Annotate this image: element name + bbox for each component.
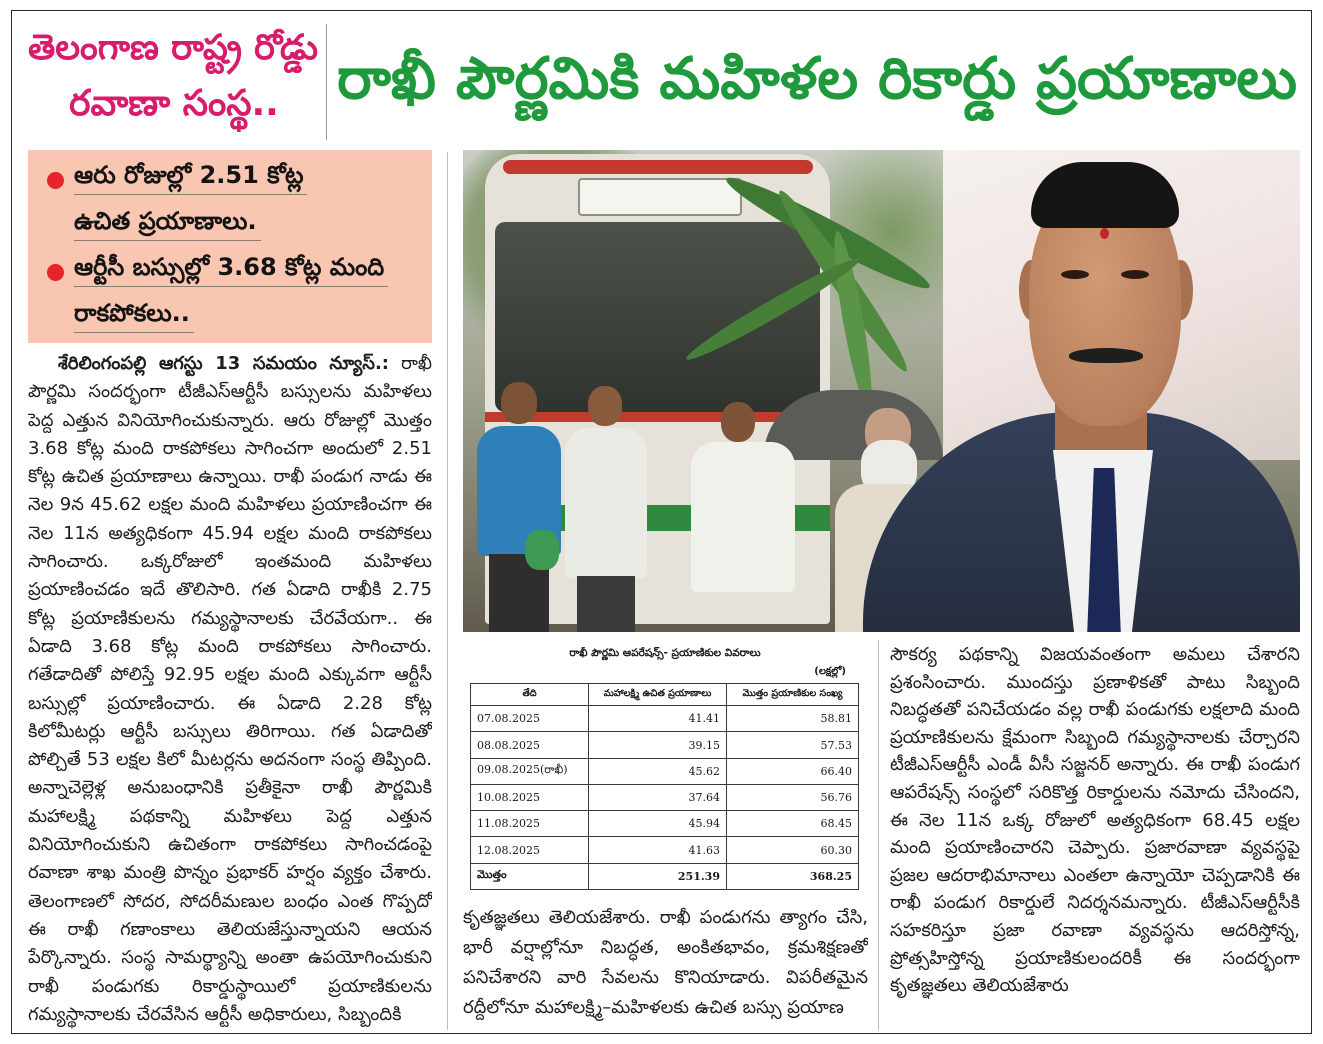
dateline: శేరిలింగంపల్లి ఆగస్టు 13 సమయం న్యూస్.: [58, 353, 389, 374]
cell-total: 68.45 [727, 811, 859, 837]
person-head [501, 382, 537, 424]
highlight-1-text-2: ఉచిత ప్రయాణాలు. [74, 202, 261, 241]
man-eye [1061, 270, 1089, 279]
table-unit: (లక్షల్లో) [814, 666, 846, 677]
cell-total: 56.76 [727, 784, 859, 810]
kicker-line-2: రవాణా సంస్థ.. [69, 83, 279, 124]
article-column-2: కృతజ్ఞతలు తెలియజేశారు. రాఖీ పండుగను త్యాగం చేసి, భారీ వర్షాల్లోనూ నిబద్ధత, అంకితభావం, క్రమశిక్షణతో పనిచేశారని వారి సేవలను కొనియాడారు. విపరీతమైన రద్దీలోనూ మహాలక్ష్మి–మహిళలకు ఉచిత బస్సు ప్రయాణ [463, 907, 868, 1018]
table-row [471, 784, 859, 810]
person-white-shirt [691, 442, 795, 592]
article-text-1: రాఖీ పౌర్ణమి సందర్భంగా టీజీఎస్ఆర్టీసీ బస్సులను మహిళలు పెద్ద ఎత్తున వినియోగించుకున్నారు. ఆరు రోజుల్లో మొత్తం 3.68 కోట్ల మంది రాకపోకలు సాగించగా అందులో 2.51 కోట్ల ఉచిత ప్రయాణాలు ఉన్నాయి. రాఖీ పండుగ నాడు ఈ నెల 9న 45.62 లక్షల మంది మహిళలు ప్రయాణించగా ఈ నెల 11న అత్యధికంగా 45.94 లక్షల మంది రాకపోకలు సాగించారు. ఒక్కరోజులో ఇంతమంది మహిళలు ప్రయాణించడం ఇదే తొలిసారి. గత ఏడాది రాఖీకి 2.75 కోట్ల ప్రయాణికులను గమ్యస్థానాలకు చేరవేయగా.. ఈ ఏడాది 3.68 కోట్ల మంది రాకపోకలు సాగించారు. గతేడాదితో పోలిస్తే 92.95 లక్షల మంది ఎక్కువగా ఆర్టీసీ బస్సుల్లో ప్రయాణించారు. ఈ ఏడాది 2.28 కోట్ల కిలోమీటర్లు ఆర్టీసీ బస్సులు తిరిగాయి. గత ఏడాదితో పోల్చితే 53 లక్షల కిలో మీటర్లను అదనంగా సంస్థ తిప్పింది. అన్నాచెల్లెళ్ల అనుబంధానికి ప్రతీకైనా రాఖీ పౌర్ణమికి మహాలక్ష్మి పథకాన్ని మహిళలు పెద్ద ఎత్తున వినియోగించుకుని ఉచితంగా రాకపోకలు సాగించడంపై రవాణా శాఖ మంత్రి పొన్నం ప్రభాకర్ హర్షం వ్యక్తం చేశారు. తెలంగాణలో సోదర, సోదరీమణుల బంధం ఎంత గొప్పదో ఈ రాఖీ గణాంకాలు తెలియజేస్తున్నాయని ఆయన పేర్కొన్నారు. సంస్థ సామర్థ్యాన్ని అంతా ఉపయోగించుకుని రాఖీ పండుగకు రికార్డుస్థాయిలో ప్రయాణికులను గమ్యస్థానాలకు చేరవేసిన ఆర్టీసీ అధికారులు, సిబ్బందికి [28, 353, 432, 1025]
highlight-2-line-2 [74, 294, 424, 338]
kicker-line-1: తెలంగాణ రాష్ట్ర రోడ్డు [28, 28, 318, 68]
column-rule [878, 640, 879, 1030]
highlight-2-line-1 [74, 248, 424, 292]
cell-total: 58.81 [727, 706, 859, 732]
man-hair [1031, 162, 1179, 228]
cell-date: 11.08.2025 [471, 811, 589, 837]
passenger-stats-table [470, 683, 859, 890]
bullet-icon [47, 172, 64, 189]
cell-total: 66.40 [727, 758, 859, 784]
news-photo [463, 150, 1300, 632]
highlight-1-line-1 [74, 156, 424, 200]
cell-total: 60.30 [727, 837, 859, 863]
highlight-2-text-1: ఆర్టీసీ బస్సుల్లో 3.68 కోట్ల మంది [74, 248, 388, 287]
watering-can [525, 530, 559, 570]
header-total-passengers: మొత్తం ప్రయాణికుల సంఖ్య [727, 684, 859, 706]
table-row [471, 758, 859, 784]
table-total-row [471, 863, 859, 889]
bus-roof-stripe [503, 160, 813, 174]
article-column-3: సౌకర్య పథకాన్ని విజయవంతంగా అమలు చేశారని ప్రశంసించారు. ముందస్తు ప్రణాళికతో పాటు సిబ్బంది నిబద్ధతతో పనిచేయడం వల్ల రాఖీ పండుగకు లక్షలాది మంది ప్రయాణికులను క్షేమంగా సిబ్బంది గమ్యస్థానాలకు చేర్చారని టీజీఎస్ఆర్టీసీ ఎండీ వీసీ సజ్జనర్ అన్నారు. ఈ రాఖీ పండుగ ఆపరేషన్స్ సంస్థలో సరికొత్త రికార్డులను నమోదు చేసిందని, ఈ నెల 11న ఒక్క రోజులో అత్యధికంగా 68.45 లక్షల మంది ప్రయాణించారని చెప్పారు. ప్రజారవాణా వ్యవస్థపై ప్రజల ఆదరాభిమానాలు ఎంతలా ఉన్నాయో చెప్పడానికి ఈ రాఖీ పండుగ రికార్డులే నిదర్శనమన్నారు. టీజీఎస్ఆర్టీసీకి సహకరిస్తూ ప్రజా రవాణా వ్యవస్థను ఆదరిస్తోన్న, ప్రోత్సహిస్తోన్న ప్రయాణికులందరికీ ఈ సందర్భంగా కృతజ్ఞతలు తెలియజేశారు [890, 644, 1300, 997]
cell-date: 08.08.2025 [471, 732, 589, 758]
bus-destination-board [578, 178, 742, 216]
man-mustache [1069, 348, 1143, 363]
table-row [471, 811, 859, 837]
highlight-1-line-2 [74, 202, 424, 246]
cell-date: 10.08.2025 [471, 784, 589, 810]
cell-total-passengers: 368.25 [727, 863, 859, 889]
table-row [471, 732, 859, 758]
person-head [588, 386, 622, 426]
person-head [721, 402, 755, 442]
cell-free-trips: 37.64 [589, 784, 727, 810]
header-divider [326, 24, 327, 140]
cell-free-trips: 39.15 [589, 732, 727, 758]
table-header-row [471, 684, 859, 706]
header-date: తేది [471, 684, 589, 706]
column-rule [447, 152, 448, 1030]
article-column-1 [28, 350, 432, 1030]
cell-total-label: మొత్తం [471, 863, 589, 889]
table-row [471, 837, 859, 863]
highlight-2-text-2: రాకపోకలు.. [74, 294, 194, 333]
person-trousers [577, 576, 635, 632]
cell-free-trips: 45.94 [589, 811, 727, 837]
cell-total: 57.53 [727, 732, 859, 758]
man-eye [1121, 270, 1149, 279]
kicker [28, 20, 320, 144]
table-row [471, 706, 859, 732]
bullet-icon [47, 264, 64, 281]
cell-date: 09.08.2025(రాఖీ) [471, 758, 589, 784]
highlights-box [28, 150, 432, 343]
cell-free-trips: 41.63 [589, 837, 727, 863]
person-white-shirt [565, 428, 647, 578]
passenger-stats-table-block [470, 645, 860, 895]
headline: రాఖీ పౌర్ణమికి మహిళల రికార్డు ప్రయాణాలు [336, 45, 1298, 112]
cell-date: 07.08.2025 [471, 706, 589, 732]
cell-date: 12.08.2025 [471, 837, 589, 863]
cell-total-free-trips: 251.39 [589, 863, 727, 889]
table-title: రాఖీ పౌర్ణమి ఆపరేషన్స్- ప్రయాణికుల వివరాలు [569, 647, 761, 659]
header-free-trips: మహాలక్ష్మి ఉచిత ప్రయాణాలు [589, 684, 727, 706]
highlight-1-text-1: ఆరు రోజుల్లో 2.51 కోట్ల [74, 156, 307, 195]
man-tilak [1100, 228, 1109, 239]
cell-free-trips: 41.41 [589, 706, 727, 732]
cell-free-trips: 45.62 [589, 758, 727, 784]
